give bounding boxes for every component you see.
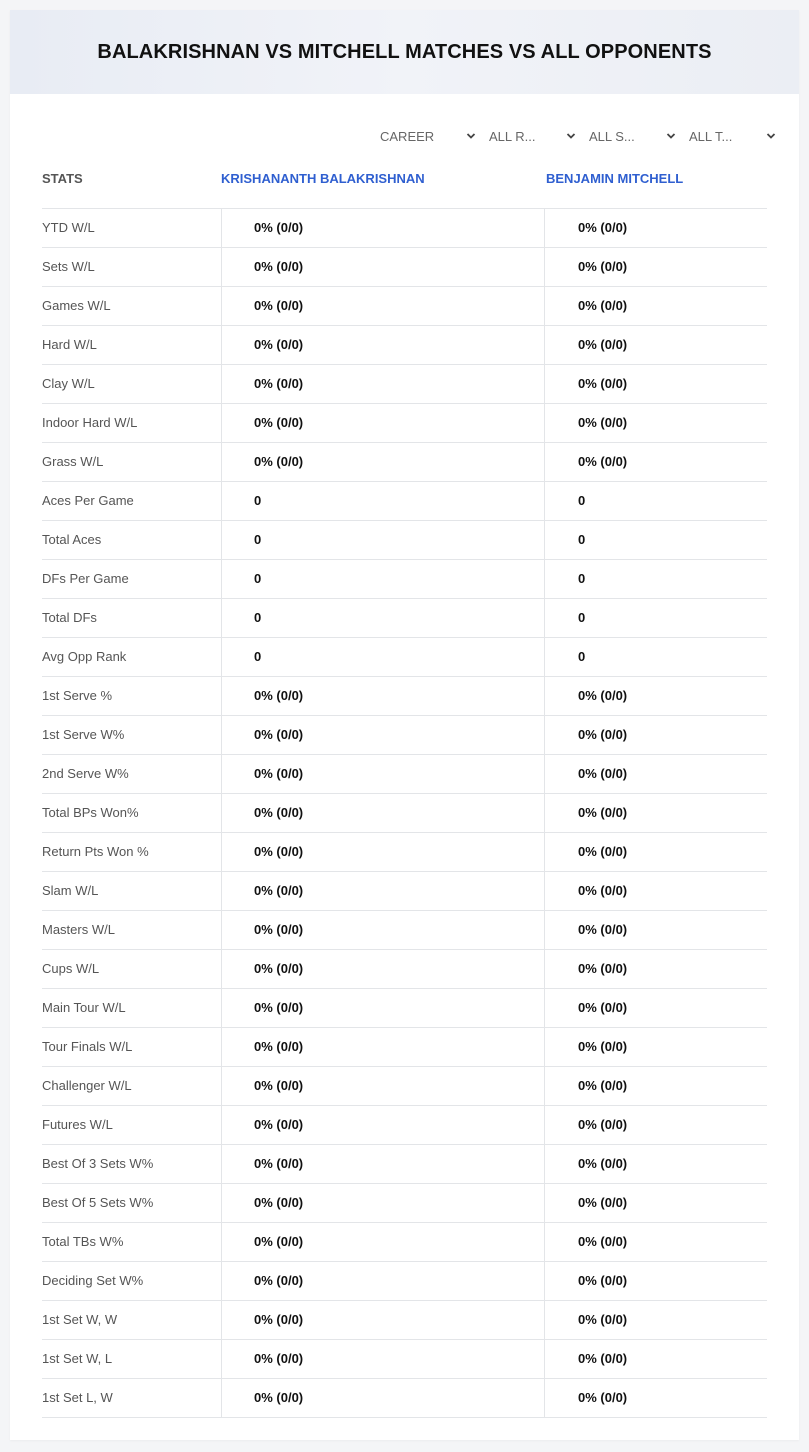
player1-value: 0% (0/0) [222,1340,545,1378]
player2-value: 0% (0/0) [578,1312,628,1327]
player2-link[interactable]: BENJAMIN MITCHELL [546,171,684,186]
player2-value: 0% (0/0) [578,1351,628,1366]
table-row [42,755,767,794]
table-row [42,1145,767,1184]
chevron-down-icon [466,131,476,141]
stat-label: Cups W/L [42,950,222,988]
player2-value: 0% (0/0) [578,259,628,274]
stat-label: Best Of 5 Sets W% [42,1184,222,1222]
player1-value: 0 [222,482,545,520]
stat-label: 1st Set W, W [42,1301,222,1339]
player2-value: 0 [578,532,586,547]
player2-value: 0 [578,493,586,508]
stat-label: YTD W/L [42,209,222,247]
player1-value: 0% (0/0) [222,755,545,793]
table-row [42,1301,767,1340]
player2-value: 0% (0/0) [578,727,628,742]
table-row [42,1262,767,1301]
player2-value: 0% (0/0) [578,883,628,898]
table-row [42,989,767,1028]
stat-label: Masters W/L [42,911,222,949]
player2-value: 0% (0/0) [578,1273,628,1288]
player1-value: 0% (0/0) [222,1262,545,1300]
stats-table-body [42,208,767,1418]
filter-round-label: ALL R... [489,128,536,144]
player1-value: 0% (0/0) [222,677,545,715]
player2-value: 0 [578,610,586,625]
stat-label: Grass W/L [42,443,222,481]
filter-surface-select[interactable] [589,124,676,148]
table-row [42,833,767,872]
player1-value: 0% (0/0) [222,248,545,286]
player2-value: 0% (0/0) [578,415,628,430]
player1-link[interactable]: KRISHANANTH BALAKRISHNAN [221,171,425,186]
player2-value: 0% (0/0) [578,1195,628,1210]
page-title: BALAKRISHNAN VS MITCHELL MATCHES VS ALL OPPONENTS [97,40,712,63]
table-header [42,170,767,208]
player2-value: 0 [578,649,586,664]
table-row [42,794,767,833]
card-header [10,10,799,94]
filter-round-select[interactable] [489,124,576,148]
player2-value: 0% (0/0) [578,1234,628,1249]
player1-value: 0% (0/0) [222,404,545,442]
stat-label: Deciding Set W% [42,1262,222,1300]
stat-label: Indoor Hard W/L [42,404,222,442]
player1-value: 0% (0/0) [222,1184,545,1222]
table-row [42,287,767,326]
table-row [42,872,767,911]
stat-label: Sets W/L [42,248,222,286]
player1-value: 0% (0/0) [222,1106,545,1144]
player2-value: 0% (0/0) [578,1000,628,1015]
player2-value: 0% (0/0) [578,1390,628,1405]
table-row [42,521,767,560]
table-row [42,560,767,599]
player2-value: 0% (0/0) [578,376,628,391]
stat-label: Best Of 3 Sets W% [42,1145,222,1183]
table-row [42,443,767,482]
stat-label: Return Pts Won % [42,833,222,871]
player2-value: 0% (0/0) [578,298,628,313]
stat-label: 1st Serve W% [42,716,222,754]
table-row [42,638,767,677]
player2-value: 0% (0/0) [578,688,628,703]
column-header-stats: STATS [42,171,83,186]
player1-value: 0% (0/0) [222,1223,545,1261]
stat-label: Games W/L [42,287,222,325]
player1-value: 0% (0/0) [222,794,545,832]
stat-label: Tour Finals W/L [42,1028,222,1066]
table-row [42,326,767,365]
player1-value: 0% (0/0) [222,833,545,871]
player1-value: 0 [222,638,545,676]
table-row [42,248,767,287]
player2-value: 0% (0/0) [578,922,628,937]
chevron-down-icon [566,131,576,141]
stat-label: Total DFs [42,599,222,637]
player2-value: 0% (0/0) [578,1039,628,1054]
stat-label: 1st Serve % [42,677,222,715]
stats-card [10,10,799,1440]
stat-label: Hard W/L [42,326,222,364]
table-row [42,404,767,443]
player2-value: 0% (0/0) [578,844,628,859]
stat-label: Futures W/L [42,1106,222,1144]
stat-label: 2nd Serve W% [42,755,222,793]
player2-value: 0% (0/0) [578,1078,628,1093]
player1-value: 0 [222,560,545,598]
player2-value: 0% (0/0) [578,1117,628,1132]
player2-value: 0% (0/0) [578,454,628,469]
chevron-down-icon [666,131,676,141]
player1-value: 0% (0/0) [222,1028,545,1066]
player1-value: 0% (0/0) [222,716,545,754]
player1-value: 0% (0/0) [222,1145,545,1183]
stat-label: 1st Set L, W [42,1379,222,1417]
stat-label: Aces Per Game [42,482,222,520]
stat-label: Total Aces [42,521,222,559]
table-row [42,1028,767,1067]
player2-value: 0% (0/0) [578,766,628,781]
stat-label: Clay W/L [42,365,222,403]
filter-period-label: CAREER [380,128,435,144]
table-row [42,1340,767,1379]
player1-value: 0% (0/0) [222,443,545,481]
table-row [42,1223,767,1262]
filter-tournament-select[interactable] [689,124,776,148]
player1-value: 0% (0/0) [222,872,545,910]
player2-value: 0 [578,571,586,586]
player2-value: 0% (0/0) [578,337,628,352]
stat-label: DFs Per Game [42,560,222,598]
table-row [42,599,767,638]
player1-value: 0% (0/0) [222,209,545,247]
player2-value: 0% (0/0) [578,1156,628,1171]
stat-label: Main Tour W/L [42,989,222,1027]
table-row [42,365,767,404]
table-row [42,716,767,755]
filter-bar [380,124,770,148]
player2-value: 0% (0/0) [578,220,628,235]
filter-tournament-label: ALL T... [689,128,733,144]
table-row [42,950,767,989]
player1-value: 0% (0/0) [222,1301,545,1339]
stat-label: Slam W/L [42,872,222,910]
filter-surface-label: ALL S... [589,128,635,144]
filter-period-select[interactable] [380,124,476,148]
stat-label: Total TBs W% [42,1223,222,1261]
table-row [42,482,767,521]
chevron-down-icon [766,131,776,141]
table-row [42,209,767,248]
player2-value: 0% (0/0) [578,805,628,820]
table-row [42,911,767,950]
stat-label: Total BPs Won% [42,794,222,832]
player1-value: 0 [222,599,545,637]
table-row [42,1106,767,1145]
stat-label: Challenger W/L [42,1067,222,1105]
player1-value: 0 [222,521,545,559]
player2-value: 0% (0/0) [578,961,628,976]
stat-label: 1st Set W, L [42,1340,222,1378]
player1-value: 0% (0/0) [222,950,545,988]
player1-value: 0% (0/0) [222,911,545,949]
player1-value: 0% (0/0) [222,287,545,325]
player1-value: 0% (0/0) [222,1067,545,1105]
player1-value: 0% (0/0) [222,1379,545,1417]
stat-label: Avg Opp Rank [42,638,222,676]
table-row [42,1067,767,1106]
table-row [42,1184,767,1223]
player1-value: 0% (0/0) [222,326,545,364]
table-row [42,677,767,716]
player1-value: 0% (0/0) [222,989,545,1027]
player1-value: 0% (0/0) [222,365,545,403]
table-row [42,1379,767,1418]
